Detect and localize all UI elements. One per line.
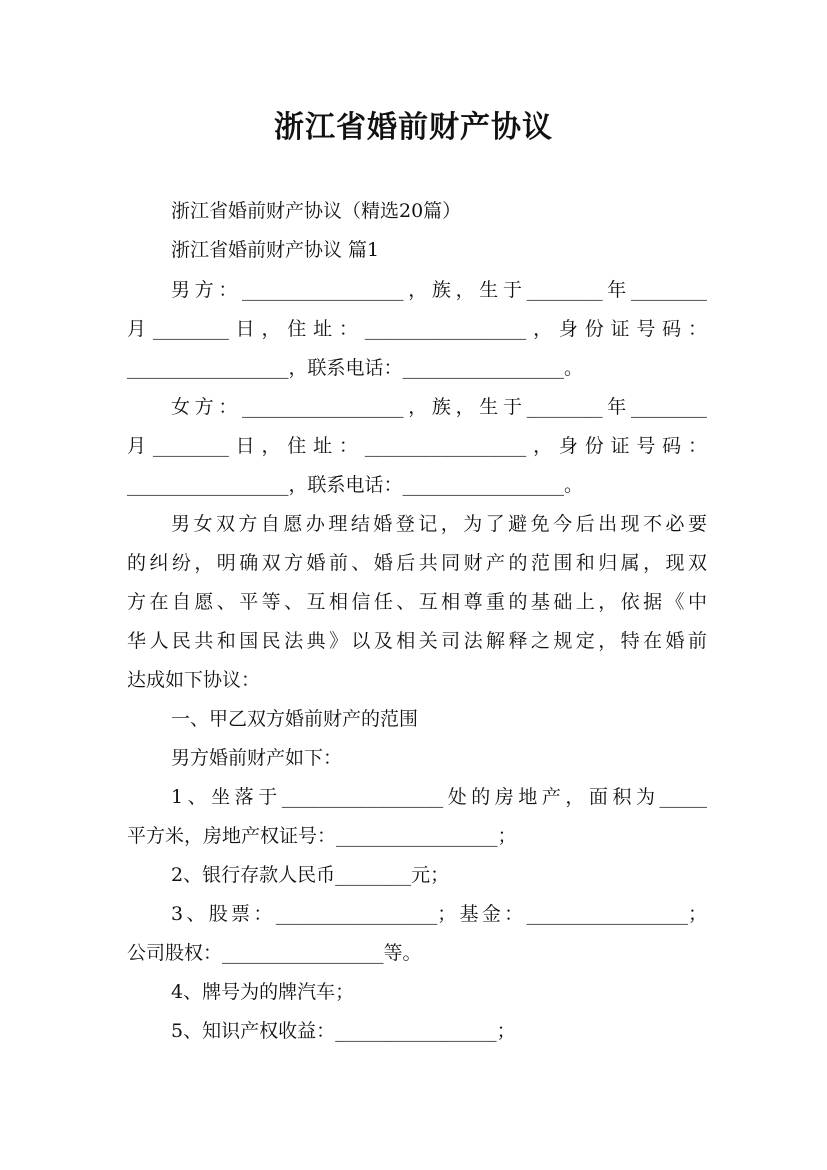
- document-title: 浙江省婚前财产协议: [274, 110, 553, 145]
- paragraph-line: 男女双方自愿办理结婚登记，为了避免今后出现不必要: [171, 513, 707, 535]
- subtitle-line: 浙江省婚前财产协议（精选20篇）: [171, 200, 462, 222]
- paragraph-line: 达成如下协议：: [127, 669, 261, 691]
- paragraph-line: 月________日，住址：_________________，身份证号码：: [127, 318, 707, 340]
- list-item: 5、知识产权收益：_________________；: [171, 1020, 516, 1042]
- paragraph-line: 平方米，房地产权证号：_________________；: [127, 825, 517, 847]
- section-heading: 浙江省婚前财产协议 篇1: [171, 239, 380, 261]
- list-item: 3、股票：_________________；基金：_________________；: [171, 903, 707, 925]
- paragraph-line: _________________，联系电话：_________________。: [127, 474, 584, 496]
- paragraph-line: 男方婚前财产如下：: [171, 747, 343, 769]
- list-item: 2、银行存款人民币________元；: [171, 864, 450, 886]
- section-heading: 一、甲乙双方婚前财产的范围: [171, 708, 419, 730]
- paragraph-line: 男方：_________________，族，生于________年________: [171, 279, 707, 301]
- paragraph-line: 的纠纷，明确双方婚前、婚后共同财产的范围和归属，现双: [127, 552, 707, 574]
- paragraph-line: 月________日，住址：_________________，身份证号码：: [127, 435, 707, 457]
- paragraph-line: _________________，联系电话：_________________。: [127, 357, 584, 379]
- paragraph-line: 方在自愿、平等、互相信任、互相尊重的基础上，依据《中: [127, 591, 707, 613]
- list-item: 1、坐落于_________________处的房地产，面积为_____: [171, 786, 707, 808]
- list-item: 4、牌号为的牌汽车；: [171, 981, 355, 1003]
- paragraph-line: 华人民共和国民法典》以及相关司法解释之规定，特在婚前: [127, 630, 707, 652]
- paragraph-line: 女方：_________________，族，生于________年________: [171, 396, 707, 418]
- paragraph-line: 公司股权：_________________等。: [127, 942, 422, 964]
